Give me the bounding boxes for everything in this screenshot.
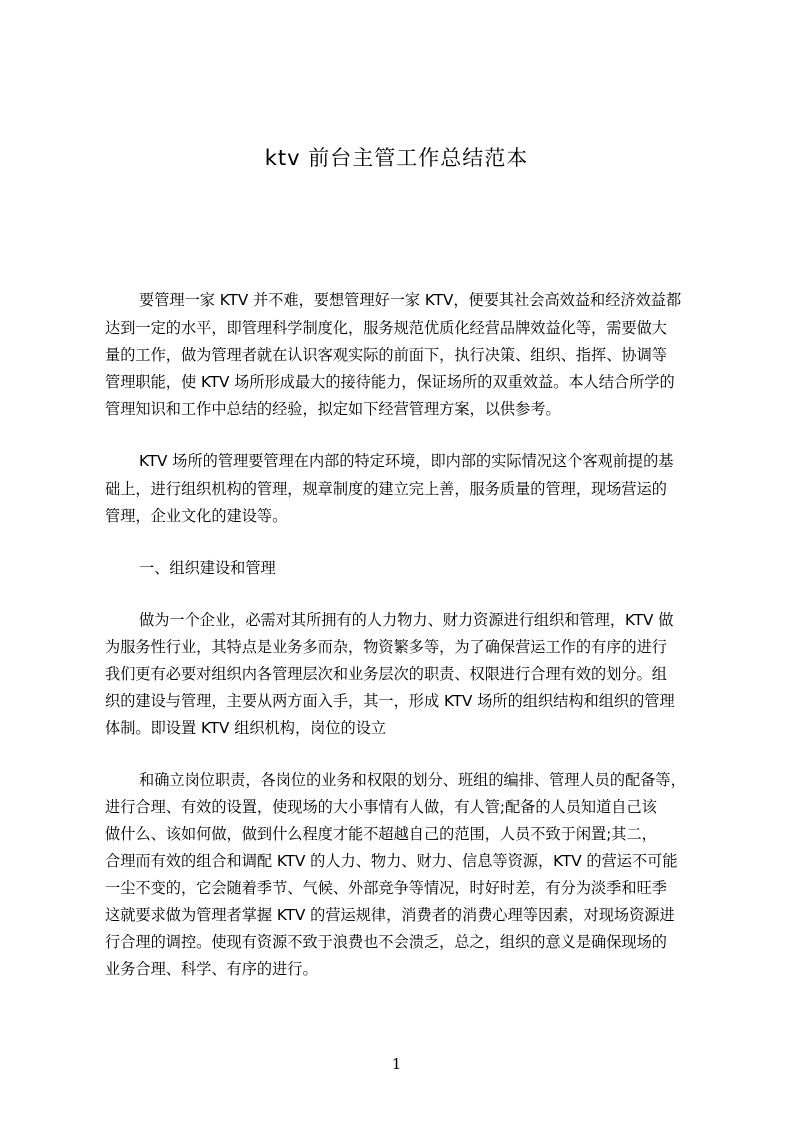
paragraph-1-line-1: 要管理一家 KTV 并不难，要想管理好一家 KTV，便要其社会高效益和经济效益都: [139, 291, 682, 309]
paragraph-2-line-2: 础上，进行组织机构的管理，规章制度的建立完上善，服务质量的管理，现场营运的: [105, 480, 667, 498]
paragraph-2-line-3: 管理，企业文化的建设等。: [105, 507, 288, 525]
paragraph-2-line-1: KTV 场所的管理要管理在内部的特定环境，即内部的实际情况这个客观前提的基: [139, 452, 674, 470]
paragraph-3-line-3: 我们更有必要对组织内各管理层次和业务层次的职责、权限进行合理有效的划分。组: [105, 665, 667, 683]
document-title: ktv 前台主管工作总结范本: [264, 146, 529, 170]
section-heading: 一、组织建设和管理: [139, 559, 276, 577]
paragraph-4-line-3: 做什么、该如何做，做到什么程度才能不超越自己的范围，人员不致于闲置;其二，: [105, 825, 657, 843]
paragraph-1-line-3: 量的工作，做为管理者就在认识客观实际的前面下，执行决策、组织、指挥、协调等: [105, 346, 667, 364]
paragraph-3-line-5: 体制。即设置 KTV 组织机构，岗位的设立: [105, 719, 387, 737]
paragraph-1-line-5: 管理知识和工作中总结的经验，拟定如下经营管理方案，以供参考。: [105, 400, 561, 418]
paragraph-4-line-5: 一尘不变的，它会随着季节、气候、外部竞争等情况，时好时差，有分为淡季和旺季: [105, 879, 667, 897]
paragraph-3-line-4: 织的建设与管理，主要从两方面入手，其一，形成 KTV 场所的组织结构和组织的管理: [105, 692, 675, 710]
paragraph-4-line-4: 合理而有效的组合和调配 KTV 的人力、物力、财力、信息等资源，KTV 的营运不可能: [105, 852, 678, 870]
paragraph-3-line-2: 为服务性行业，其特点是业务多而杂，物资繁多等，为了确保营运工作的有序的进行: [105, 638, 667, 656]
page-number: 1: [391, 1055, 402, 1073]
paragraph-4-line-8: 业务合理、科学、有序的进行。: [105, 960, 318, 978]
paragraph-4-line-1: 和确立岗位职责，各岗位的业务和权限的划分、班组的编排、管理人员的配备等，: [139, 771, 686, 789]
paragraph-1-line-4: 管理职能，使 KTV 场所形成最大的接待能力，保证场所的双重效益。本人结合所学的: [105, 373, 675, 391]
paragraph-4-line-7: 行合理的调控。使现有资源不致于浪费也不会溃乏，总之，组织的意义是确保现场的: [105, 933, 667, 951]
paragraph-1-line-2: 达到一定的水平，即管理科学制度化，服务规范优质化经营品牌效益化等，需要做大: [105, 319, 667, 337]
paragraph-4-line-2: 进行合理、有效的设置，使现场的大小事情有人做，有人管;配备的人员知道自己该: [105, 798, 657, 816]
paragraph-4-line-6: 这就要求做为管理者掌握 KTV 的营运规律，消费者的消费心理等因素，对现场资源进: [105, 906, 675, 924]
paragraph-3-line-1: 做为一个企业，必需对其所拥有的人力物力、财力资源进行组织和管理，KTV 做: [139, 611, 674, 629]
